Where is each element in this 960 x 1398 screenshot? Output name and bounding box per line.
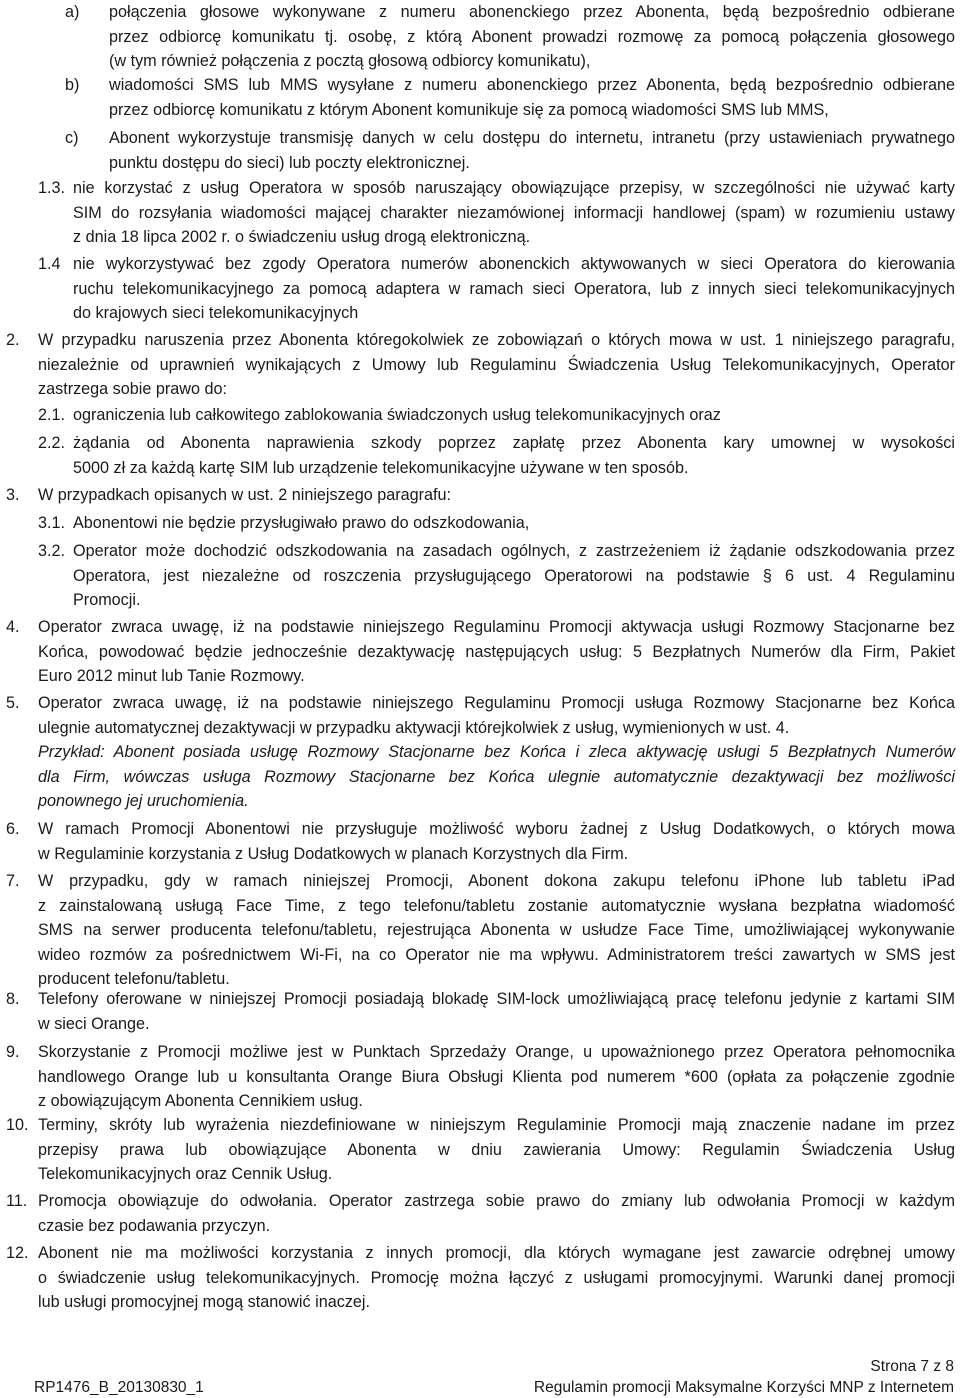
- item-label: 4.: [6, 618, 20, 636]
- item-label: 9.: [6, 1043, 20, 1061]
- item-line: w sieci Orange.: [38, 1014, 150, 1033]
- item-line: W przypadku, gdy w ramach niniejszej Promocji, Abonent dokona zakupu telefonu iPhone lub tabletu iPad: [38, 872, 955, 890]
- item-label: 2.1.: [38, 406, 66, 424]
- item-line: Operator może dochodzić odszkodowania na zasadach ogólnych, z zastrzeżeniem iż żądanie odszkodowania przez: [73, 542, 955, 560]
- list-item: [65, 126, 955, 176]
- list-item: [6, 615, 955, 689]
- item-line: Skorzystanie z Promocji możliwe jest w Punktach Sprzedaży Orange, u upoważnionego przez Operatora pełnomocnika: [38, 1043, 955, 1061]
- item-line: 5000 zł za każdą kartę SIM lub urządzenie telekomunikacyjne używane w ten sposób.: [73, 458, 689, 477]
- list-item: [6, 987, 955, 1037]
- item-line: przez odbiorcę komunikatu tj. osobę, z którą Abonent prowadzi rozmowę za pomocą połączenia głosowego: [109, 27, 955, 46]
- item-label: 12.: [6, 1244, 29, 1262]
- item-line: SMS na serwer producenta telefonu/tabletu, rejestrująca Abonenta w usłudze Face Time, umożliwiającej wykonywanie: [38, 921, 955, 939]
- item-label: 7.: [6, 872, 20, 890]
- item-line: W ramach Promocji Abonentowi nie przysługuje możliwość wyboru żadnej z Usług Dodatkowych, o których mowa: [38, 820, 955, 838]
- list-item: [38, 176, 955, 250]
- list-item: [6, 869, 955, 993]
- item-label: 8.: [6, 990, 20, 1008]
- item-line: żądania od Abonenta naprawienia szkody poprzez zapłatę przez Abonenta kary umownej w wysokości: [73, 434, 955, 452]
- item-line: lub usługi promocyjnej mogą stanowić inaczej.: [38, 1293, 371, 1311]
- item-line: Promocji.: [73, 591, 141, 609]
- item-line: Promocja obowiązuje do odwołania. Operator zastrzega sobie prawo do zmiany lub odwołania Promocji w każdym: [38, 1192, 955, 1210]
- item-line: w Regulaminie korzystania z Usług Dodatkowych w planach Korzystnych dla Firm.: [38, 844, 629, 863]
- list-item: [38, 431, 955, 481]
- item-line: przepisy prawa lub obowiązujące Abonenta w dniu zawierania Umowy: Regulamin Świadczenia Usług: [38, 1140, 955, 1159]
- item-line: Operator zwraca uwagę, iż na podstawie niniejszego Regulaminu Promocji usługa Rozmowy Stacjonarne bez Końca: [38, 694, 955, 712]
- list-item: [38, 252, 955, 326]
- item-label: 1.3.: [38, 179, 66, 197]
- item-line: Operator zwraca uwagę, iż na podstawie niniejszego Regulaminu Promocji aktywacja usługi Rozmowy Stacjonarne bez: [38, 618, 955, 636]
- item-line: Telefony oferowane w niniejszej Promocji posiadają blokadę SIM-lock umożliwiającą pracę telefonu jedynie z kartami SIM: [38, 990, 955, 1008]
- item-line: Abonent wykorzystuje transmisję danych w celu dostępu do internetu, intranetu (przy ustawieniach prywatnego: [109, 129, 955, 147]
- item-line: o świadczenie usług telekomunikacyjnych. Promocję można łączyć z usługami promocyjnymi. Warunki danej promocji: [38, 1268, 955, 1287]
- list-item: [6, 483, 955, 508]
- example-line: Przykład: Abonent posiada usługę Rozmowy Stacjonarne bez Końca i zleca aktywację usługi 5 Bezpłatnych Numerów: [38, 743, 955, 761]
- item-line: nie korzystać z usług Operatora w sposób naruszający obowiązujące przepisy, w szczególności nie używać karty: [73, 179, 955, 197]
- document-code: RP1476_B_20130830_1: [34, 1379, 204, 1396]
- item-line: nie wykorzystywać bez zgody Operatora numerów abonenckich aktywowanych w sieci Operatora do kierowania: [73, 255, 955, 273]
- list-item: [38, 511, 955, 536]
- list-item: [6, 1241, 955, 1315]
- item-line: Telekomunikacyjnych oraz Cennik Usług.: [38, 1165, 333, 1183]
- item-label: 2.: [6, 331, 20, 349]
- item-line: z zainstalowaną usługą Face Time, z tego telefonu/tabletu zostanie automatycznie wysłana bezpłatna wiadomość: [38, 896, 955, 915]
- item-line: połączenia głosowe wykonywane z numeru abonenckiego przez Abonenta, będą bezpośrednio odbierane: [109, 3, 955, 21]
- list-item: [65, 0, 955, 74]
- item-line: do krajowych sieci telekomunikacyjnych: [73, 304, 359, 322]
- list-item: [6, 817, 955, 867]
- item-line: Euro 2012 minut lub Tanie Rozmowy.: [38, 667, 305, 685]
- item-label: 11.: [6, 1192, 28, 1210]
- item-label: a): [65, 3, 80, 21]
- item-line: SIM do rozsyłania wiadomości mającej charakter niezamówionej informacji handlowej (spam) w rozumieniu ustawy: [73, 203, 955, 222]
- list-item: [6, 1189, 955, 1239]
- item-label: b): [65, 76, 80, 94]
- item-line: Abonent nie ma możliwości korzystania z innych promocji, dla których wymagane jest zawarcie odrębnej umowy: [38, 1244, 955, 1262]
- list-item: [38, 539, 955, 613]
- item-label: 6.: [6, 820, 20, 838]
- item-line: Abonentowi nie będzie przysługiwało prawo do odszkodowania,: [73, 514, 530, 532]
- list-item: [38, 403, 955, 428]
- item-line: Terminy, skróty lub wyrażenia niezdefiniowane w niniejszym Regulaminie Promocji mają znaczenie nadane im przez: [38, 1116, 955, 1134]
- item-label: 3.: [6, 486, 20, 504]
- item-line: przez odbiorcę komunikatu z którym Abonent komunikuje się za pomocą wiadomości SMS lub MMS,: [109, 100, 829, 119]
- item-label: 3.1.: [38, 514, 66, 532]
- item-line: ulegnie automatycznej dezaktywacji w przypadku aktywacji którejkolwiek z usług, wymienionych w ust. 4.: [38, 718, 790, 737]
- list-item: [6, 1040, 955, 1114]
- item-line: ruchu telekomunikacyjnego za pomocą adaptera w ramach sieci Operatora, lub z innych sieci telekomunikacyjnych: [73, 279, 955, 298]
- item-line: (w tym również połączenia z pocztą głosową odbiorcy komunikatu),: [109, 52, 591, 70]
- example-line: dla Firm, wówczas usługa Rozmowy Stacjonarne bez Końca ulegnie automatycznie dezaktywacji bez możliwości: [38, 767, 955, 786]
- page-number: Strona 7 z 8: [870, 1358, 954, 1375]
- example-note: [38, 740, 955, 814]
- item-line: wideo rozmów za pośrednictwem Wi-Fi, na co Operator nie ma wpływu. Administratorem treści zawartych w SMS jest: [38, 945, 955, 964]
- item-line: producent telefonu/tabletu.: [38, 970, 230, 988]
- item-label: 10.: [6, 1116, 29, 1134]
- document-title: Regulamin promocji Maksymalne Korzyści MNP z Internetem: [533, 1379, 954, 1396]
- item-line: niezależnie od uprawnień wynikających z Umowy lub Regulaminu Świadczenia Usług Telekomunikacyjnych, Operator: [38, 355, 955, 374]
- item-label: c): [65, 129, 79, 147]
- item-line: Operatora, jest niezależne od roszczenia przysługującego Operatorowi na podstawie § 6 ust. 4 Regulaminu: [73, 566, 955, 585]
- item-line: zastrzega sobie prawo do:: [38, 380, 227, 398]
- list-item: [6, 1113, 955, 1187]
- example-line: ponownego jej uruchomienia.: [38, 792, 249, 810]
- item-label: 5.: [6, 694, 20, 712]
- item-line: wiadomości SMS lub MMS wysyłane z numeru abonenckiego przez Abonenta, będą bezpośrednio odbierane: [109, 76, 955, 94]
- item-label: 1.4: [38, 255, 61, 273]
- item-line: handlowego Orange lub u konsultanta Orange Biura Obsługi Klienta pod numerem *600 (opłata za połączenie zgodnie: [38, 1067, 955, 1086]
- item-label: 2.2.: [38, 434, 66, 452]
- item-line: ograniczenia lub całkowitego zablokowania świadczonych usług telekomunikacyjnych oraz: [73, 406, 721, 424]
- item-line: W przypadku naruszenia przez Abonenta któregokolwiek ze zobowiązań o których mowa w ust. 1 niniejszego paragrafu,: [38, 331, 955, 349]
- list-item: [6, 691, 955, 741]
- list-item: [6, 328, 955, 402]
- item-line: z dnia 18 lipca 2002 r. o świadczeniu usług drogą elektroniczną.: [73, 228, 531, 246]
- list-item: [65, 73, 955, 123]
- item-line: Końca, powodować będzie jednocześnie dezaktywację następujących usług: 5 Bezpłatnych Numerów dla Firm, Pakiet: [38, 642, 955, 661]
- item-line: czasie bez podawania przyczyn.: [38, 1216, 271, 1235]
- item-label: 3.2.: [38, 542, 66, 560]
- item-line: punktu dostępu do sieci) lub poczty elektronicznej.: [109, 153, 470, 172]
- item-line: W przypadkach opisanych w ust. 2 niniejszego paragrafu:: [38, 486, 452, 504]
- item-line: z obowiązującym Abonenta Cennikiem usług.: [38, 1092, 363, 1110]
